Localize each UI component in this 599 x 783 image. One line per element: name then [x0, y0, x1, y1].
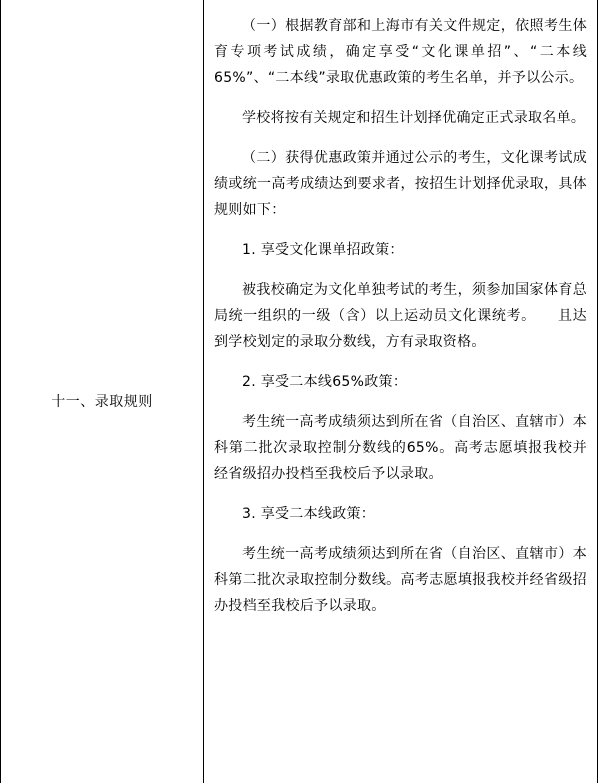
row-label-cell [1, 0, 204, 783]
paragraph-culture-exam-policy: 被我校确定为文化单独考试的考生，须参加国家体育总局统一组织的一级（含）以上运动员文化课统考。 且达到学校划定的录取分数线，方有录取资格。 [214, 282, 587, 350]
paragraph-second-tier-policy: 考生统一高考成绩须达到所在省（自治区、直辖市）本科第二批次录取控制分数线。高考志愿填报我校并经省级招办投档至我校后予以录取。 [214, 546, 587, 614]
paragraph-admission-list: 学校将按有关规定和招生计划择优确定正式录取名单。 [242, 110, 586, 126]
heading-culture-exam-policy: 1. 享受文化课单招政策： [242, 242, 404, 258]
paragraph-65-percent-policy: 考生统一高考成绩须达到所在省（自治区、直辖市）本科第二批次录取控制分数线的65%。高考志愿填报我校并经省级招办投档至我校后予以录取。 [214, 414, 587, 482]
row-content-cell [204, 0, 597, 783]
heading-second-tier-policy: 3. 享受二本线政策： [242, 506, 376, 522]
row-label: 十一、录取规则 [51, 393, 153, 410]
paragraph-policy-intro: （一）根据教育部和上海市有关文件规定，依照考生体育专项考试成绩，确定享受“文化课单招”、“二本线65%”、“二本线”录取优惠政策的考生名单，并予以公示。 [214, 18, 587, 86]
heading-65-percent-policy: 2. 享受二本线65%政策： [242, 374, 408, 390]
paragraph-admission-rules: （二）获得优惠政策并通过公示的考生，文化课考试成绩或统一高考成绩达到要求者，按招生计划择优录取，具体规则如下： [214, 150, 587, 218]
